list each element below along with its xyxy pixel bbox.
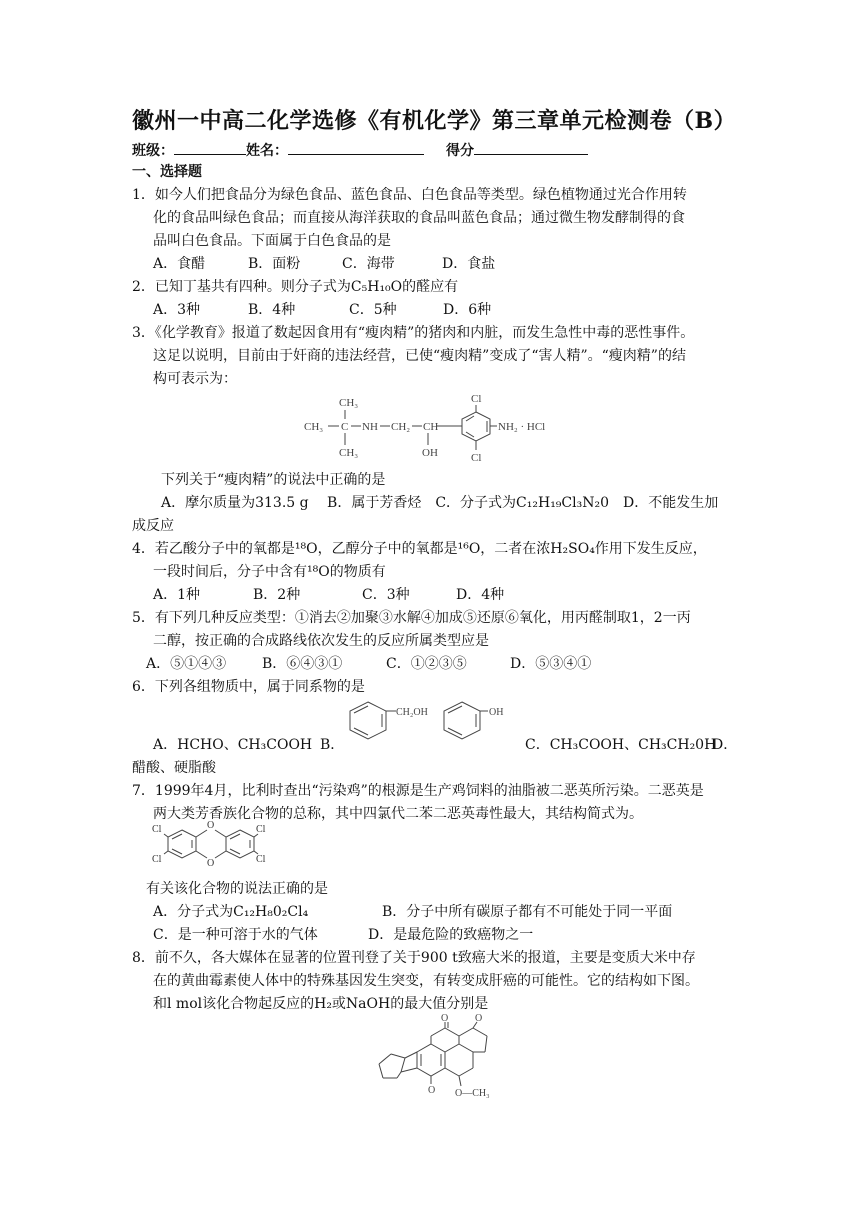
dioxin-o-1: O bbox=[207, 820, 215, 831]
q1-option-d: D．食盐 bbox=[442, 256, 496, 272]
q7-line1: 7．1999年4月，比利时查出“污染鸡”的根源是生产鸡饲料的油脂被二恶英所污染。二恶英是 bbox=[132, 783, 704, 799]
q3-stem: 下列关于“瘦肉精”的说法中正确的是 bbox=[161, 472, 386, 488]
q6-option-b-structures bbox=[340, 698, 520, 744]
struct-ch3-bottom: CH₃ bbox=[339, 447, 359, 459]
q6-oh-label: OH bbox=[489, 707, 504, 718]
q1-option-c: C．海带 bbox=[342, 256, 395, 272]
q2-option-a: A．3种 bbox=[153, 302, 201, 318]
clenbuterol-structure bbox=[300, 390, 570, 466]
q4-option-d: D．4种 bbox=[456, 587, 505, 603]
q2-option-d: D．6种 bbox=[443, 302, 492, 318]
dioxin-cl-1: Cl bbox=[152, 824, 162, 835]
struct-nh: NH bbox=[362, 421, 378, 433]
aflatoxin-o-1: O bbox=[441, 1014, 449, 1024]
q5-line2: 二醇，按正确的合成路线依次发生的反应所属类型应是 bbox=[153, 633, 489, 649]
q5-option-b: B．⑥④③① bbox=[262, 656, 343, 672]
class-blank[interactable] bbox=[174, 140, 246, 155]
aflatoxin-och3: O—CH₃ bbox=[455, 1088, 490, 1099]
aflatoxin-o-3: O bbox=[428, 1085, 436, 1096]
dioxin-cl-3: Cl bbox=[256, 824, 266, 835]
q6-option-d: D． bbox=[712, 737, 738, 753]
q1-line2: 化的食品叫绿色食品；而直接从海洋获取的食品叫蓝色食品；通过微生物发酵制得的食 bbox=[153, 210, 685, 226]
q5-option-c: C．①②③⑤ bbox=[386, 656, 467, 672]
q5-option-d: D．⑤③④① bbox=[510, 656, 592, 672]
dioxin-cl-2: Cl bbox=[152, 854, 162, 865]
q3-options: A．摩尔质量为313.5 g B．属于芳香烃 C．分子式为C₁₂H₁₉Cl₃N₂0 D．不能发生加 bbox=[161, 495, 719, 511]
q8-line1: 8．前不久，各大媒体在显著的位置刊登了关于900 t致癌大米的报道，主要是变质大米中存 bbox=[132, 950, 696, 966]
class-label: 班级： bbox=[132, 143, 174, 159]
q2-option-b: B．4种 bbox=[248, 302, 296, 318]
page-title: 徽州一中高二化学选修《有机化学》第三章单元检测卷（B） bbox=[132, 108, 737, 134]
struct-nh2-hcl: NH₂ · HCl bbox=[498, 421, 546, 433]
struct-cl-bottom: Cl bbox=[471, 452, 482, 464]
q5-line1: 5．有下列几种反应类型：①消去②加聚③水解④加成⑤还原⑥氧化，用丙醛制取1，2一丙 bbox=[132, 610, 691, 626]
name-blank[interactable] bbox=[288, 140, 424, 155]
q8-line2: 在的黄曲霉素使人体中的特殊基因发生突变，有转变成肝癌的可能性。它的结构如下图。 bbox=[153, 973, 699, 989]
q6-option-a: A．HCHO、CH₃COOH bbox=[153, 737, 313, 753]
q4-line1: 4．若乙酸分子中的氧都是¹⁸O，乙醇分子中的氧都是¹⁶O，二者在浓H₂SO₄作用下发生反应， bbox=[132, 541, 707, 557]
q7-line2: 两大类芳香族化合物的总称，其中四氯代二苯二恶英毒性最大，其结构简式为。 bbox=[153, 806, 643, 822]
section-heading: 一、选择题 bbox=[132, 164, 202, 180]
struct-ch3-left: CH₃ bbox=[304, 421, 324, 433]
q4-line2: 一段时间后，分子中含有¹⁸O的物质有 bbox=[153, 564, 386, 580]
q2-option-c: C．5种 bbox=[349, 302, 397, 318]
q7-option-b: B．分子中所有碳原子都有不可能处于同一平面 bbox=[382, 904, 673, 920]
struct-ch2: CH₂ bbox=[391, 421, 411, 433]
q3-line1: 3．《化学教育》报道了数起因食用有“瘦肉精”的猪肉和内脏，而发生急性中毒的恶性事件。 bbox=[132, 325, 695, 341]
dioxin-o-2: O bbox=[207, 858, 215, 868]
q4-option-b: B．2种 bbox=[253, 587, 301, 603]
q1-option-b: B．面粉 bbox=[248, 256, 301, 272]
q4-option-c: C．3种 bbox=[362, 587, 410, 603]
q5-option-a: A．⑤①④③ bbox=[146, 656, 227, 672]
student-info-row bbox=[132, 140, 588, 162]
q6-continuation: 醋酸、硬脂酸 bbox=[132, 760, 216, 776]
struct-cl-top: Cl bbox=[471, 393, 482, 405]
q7-option-d: D．是最危险的致癌物之一 bbox=[368, 927, 534, 943]
q6-line1: 6．下列各组物质中，属于同系物的是 bbox=[132, 679, 365, 695]
name-label: 姓名： bbox=[246, 143, 288, 159]
q1-line3: 品叫白色食品。下面属于白色食品的是 bbox=[153, 233, 391, 249]
aflatoxin-o-2: O bbox=[475, 1014, 483, 1024]
q1-option-a: A．食醋 bbox=[153, 256, 206, 272]
q8-line3: 和l mol该化合物起反应的H₂或NaOH的最大值分别是 bbox=[153, 996, 489, 1012]
q7-option-a: A．分子式为C₁₂H₈0₂Cl₄ bbox=[153, 904, 309, 920]
score-label: 得分 bbox=[446, 143, 474, 159]
q6-ch2oh-label: CH₂OH bbox=[396, 707, 428, 718]
q2-line1: 2．已知丁基共有四种。则分子式为C₅H₁₀O的醛应有 bbox=[132, 279, 459, 295]
q6-option-c: C．CH₃COOH、CH₃CH₂0H bbox=[525, 737, 717, 753]
struct-ch3-top: CH₃ bbox=[339, 397, 359, 409]
q6-option-b: B． bbox=[320, 737, 345, 753]
q3-continuation: 成反应 bbox=[132, 518, 174, 534]
q7-stem: 有关该化合物的说法正确的是 bbox=[146, 881, 328, 897]
dioxin-cl-4: Cl bbox=[256, 854, 266, 865]
struct-ch: CH bbox=[423, 421, 439, 433]
score-blank[interactable] bbox=[474, 140, 588, 155]
q3-line2: 这足以说明，目前由于奸商的违法经营，已使“瘦肉精”变成了“害人精”。“瘦肉精”的结 bbox=[153, 348, 686, 364]
q1-line1: 1．如今人们把食品分为绿色食品、蓝色食品、白色食品等类型。绿色植物通过光合作用转 bbox=[132, 187, 687, 203]
struct-oh: OH bbox=[422, 447, 438, 459]
struct-c: C bbox=[341, 421, 349, 433]
q3-line3: 构可表示为： bbox=[153, 371, 237, 387]
q7-option-c: C．是一种可溶于水的气体 bbox=[153, 927, 318, 943]
q4-option-a: A．1种 bbox=[153, 587, 201, 603]
aflatoxin-structure bbox=[355, 1014, 505, 1102]
dioxin-structure bbox=[152, 818, 272, 868]
